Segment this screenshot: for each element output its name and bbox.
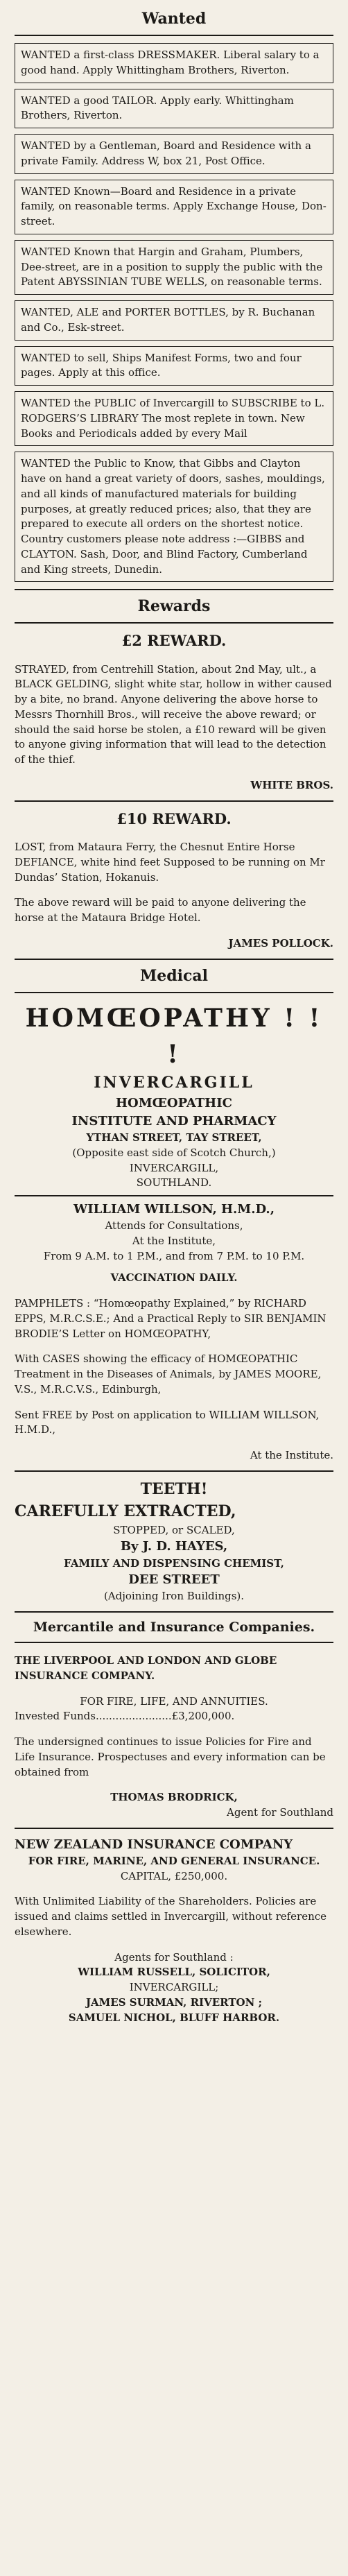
homeo-doctor: WILLIAM WILLSON, H.M.D., <box>73 1202 275 1217</box>
homeo-region: SOUTHLAND. <box>136 1176 212 1190</box>
divider <box>15 1642 333 1643</box>
teeth-by: By J. D. HAYES, <box>120 1539 228 1554</box>
reward-signer: JAMES POLLOCK. <box>228 936 333 950</box>
nz-capital: CAPITAL, £250,000. <box>120 1869 228 1882</box>
wanted-ad-text: WANTED Known that Hargin and Graham, Plumbers, Dee-street, are in a position to supply the public with the Patent ABYSSINIAN TUBE WELLS, on reasonable terms. <box>21 245 323 289</box>
homeopathy-ad <box>15 1000 333 1463</box>
homeo-city: INVERCARGILL <box>94 1074 254 1092</box>
homeo-title: HOMŒOPATHY ! ! ! <box>25 1003 323 1069</box>
wanted-ad <box>15 240 333 295</box>
wanted-ad-text: WANTED a first-class DRESSMAKER. Liberal salary to a good hand. Apply Whittingham Brothers, Riverton. <box>21 49 320 76</box>
wanted-ad <box>15 89 333 129</box>
reward-signer: WHITE BROS. <box>250 778 333 791</box>
divider <box>15 1828 333 1829</box>
homeo-inst1: HOMŒOPATHIC <box>116 1095 232 1110</box>
nz-insurance-ad <box>15 1836 333 2026</box>
wanted-ad <box>15 452 333 582</box>
wanted-ad-text: WANTED by a Gentleman, Board and Residence with a private Family. Address W, box 21, Post Office. <box>21 139 311 167</box>
wanted-ad <box>15 43 333 83</box>
homeo-cases: With CASES showing the efficacy of HOMŒOPATHIC Treatment in the Diseases of Animals, by JAMES MOORE, V.S., M.R.C.V.S., Edinburgh, <box>15 1353 322 1396</box>
reward-body: LOST, from Mataura Ferry, the Chesnut Entire Horse DEFIANCE, white hind feet Supposed to be running on Mr Dundas’ Station, Hokanuis. <box>15 841 325 884</box>
nz-title: NEW ZEALAND INSURANCE COMPANY <box>15 1837 293 1852</box>
wanted-ads-list <box>15 43 333 582</box>
nz-agent3: SAMUEL NICHOL, BLUFF HARBOR. <box>68 2011 280 2024</box>
section-title-medical: Medical <box>139 966 209 985</box>
liverpool-agent-place: Agent for Southland <box>227 1806 333 1819</box>
homeo-city2: INVERCARGILL, <box>129 1161 219 1174</box>
wanted-ad-text: WANTED to sell, Ships Manifest Forms, two and four pages. Apply at this office. <box>21 351 302 379</box>
wanted-ad-text: WANTED the PUBLIC of Invercargill to SUBSCRIBE to L. RODGERS’S LIBRARY The most replete in town. New Books and Periodicals added by every Mail <box>21 397 325 440</box>
reward-body: The above reward will be paid to anyone delivering the horse at the Mataura Bridge Hotel. <box>15 896 306 925</box>
reward-ad-1 <box>15 630 333 793</box>
homeo-sent: Sent FREE by Post on application to WILLIAM WILLSON, H.M.D., <box>15 1408 320 1436</box>
homeo-hours: From 9 A.M. to 1 P.M., and from 7 P.M. to 10 P.M. <box>43 1249 305 1262</box>
wanted-ad-text: WANTED Known—Board and Residence in a private family, on reasonable terms. Apply Exchange House, Don-street. <box>21 184 327 227</box>
homeo-vacc: VACCINATION DAILY. <box>110 1271 238 1285</box>
homeo-sent-place: At the Institute. <box>250 1449 333 1462</box>
reward-ad-2 <box>15 809 333 952</box>
nz-agent1-city: INVERCARGILL; <box>129 1981 219 1994</box>
reward-title: £2 REWARD. <box>121 632 227 650</box>
nz-body: With Unlimited Liability of the Shareholders. Policies are issued and claims settled in Invercargill, without reference elsewhere. <box>15 1895 327 1938</box>
wanted-ad-text: WANTED a good TAILOR. Apply early. Whittingham Brothers, Riverton. <box>21 94 294 122</box>
nz-agent2: JAMES SURMAN, RIVERTON ; <box>85 1995 263 2009</box>
divider <box>15 1470 333 1472</box>
nz-agent1: WILLIAM RUSSELL, SOLICITOR, <box>78 1966 270 1979</box>
nz-agents-title: Agents for Southland : <box>114 1950 234 1964</box>
wanted-ad <box>15 134 333 174</box>
divider <box>15 992 333 993</box>
teeth-family: FAMILY AND DISPENSING CHEMIST, <box>64 1556 284 1570</box>
wanted-ad <box>15 346 333 386</box>
teeth-ad <box>15 1479 333 1604</box>
wanted-ad <box>15 180 333 234</box>
homeo-attends: Attends for Consultations, <box>105 1219 243 1233</box>
homeo-street: YTHAN STREET, TAY STREET, <box>86 1131 262 1144</box>
teeth-title: TEETH! <box>140 1479 208 1498</box>
teeth-line1: CAREFULLY EXTRACTED, <box>15 1502 236 1520</box>
homeo-institute: At the Institute, <box>132 1234 216 1247</box>
homeo-inst2: INSTITUTE AND PHARMACY <box>71 1113 277 1128</box>
divider <box>15 589 333 590</box>
nz-sub: FOR FIRE, MARINE, AND GENERAL INSURANCE. <box>28 1854 320 1867</box>
homeo-opp: (Opposite east side of Scotch Church,) <box>72 1146 276 1159</box>
divider <box>15 35 333 36</box>
liverpool-ad <box>15 1654 333 1821</box>
homeo-pamphlet: PAMPHLETS : “Homœopathy Explained,” by RICHARD EPPS, M.R.C.S.E.; And a Practical Reply to SIR BENJAMIN BRODIE’S Letter on HOMŒOPATHY, <box>15 1297 327 1340</box>
wanted-ad-text: WANTED the Public to Know, that Gibbs and Clayton have on hand a great variety of doors, sashes, mouldings, and all kinds of manufactured materials for building purposes, at greatly reduced prices; also, that they are prepared to execute all orders on the shortest notice. Country customers please note address :—GIBBS and CLAYTON. Sash, Door, and Blind Factory, Cumberland and King streets, Dunedin. <box>21 457 325 576</box>
wanted-ad <box>15 300 333 341</box>
section-title-wanted: Wanted <box>141 10 207 28</box>
divider <box>15 622 333 624</box>
reward-body: STRAYED, from Centrehill Station, about 2nd May, ult., a BLACK GELDING, slight white star, hollow in wither caused by a bite, no brand. Anyone delivering the above horse to Messrs Thornhill Bros., will receive the above reward; or should the said horse be stolen, a £10 reward will be given to anyone giving information that will lead to the detection of the thief. <box>15 662 332 766</box>
divider <box>15 800 333 802</box>
liverpool-funds: Invested Funds.......................£3,200,000. <box>15 1710 235 1723</box>
divider <box>15 1611 333 1613</box>
wanted-ad <box>15 391 333 446</box>
section-title-mercantile: Mercantile and Insurance Companies. <box>33 1620 315 1635</box>
wanted-ad-text: WANTED, ALE and PORTER BOTTLES, by R. Buchanan and Co., Esk-street. <box>21 306 315 334</box>
divider <box>15 959 333 960</box>
section-title-rewards: Rewards <box>137 597 211 616</box>
newspaper-column <box>15 0 333 2576</box>
divider <box>15 1195 333 1196</box>
liverpool-body: The undersigned continues to issue Policies for Fire and Life Insurance. Prospectuses and every information can be obtained from <box>15 1735 326 1778</box>
liverpool-sub: FOR FIRE, LIFE, AND ANNUITIES. <box>80 1694 268 1708</box>
liverpool-title: THE LIVERPOOL AND LONDON AND GLOBE INSURANCE COMPANY. <box>15 1654 277 1682</box>
teeth-dee: DEE STREET <box>128 1572 220 1588</box>
teeth-line2: STOPPED, or SCALED, <box>113 1523 235 1536</box>
teeth-adj: (Adjoining Iron Buildings). <box>103 1590 245 1603</box>
liverpool-agent: THOMAS BRODRICK, <box>110 1791 238 1804</box>
reward-title: £10 REWARD. <box>116 809 232 827</box>
